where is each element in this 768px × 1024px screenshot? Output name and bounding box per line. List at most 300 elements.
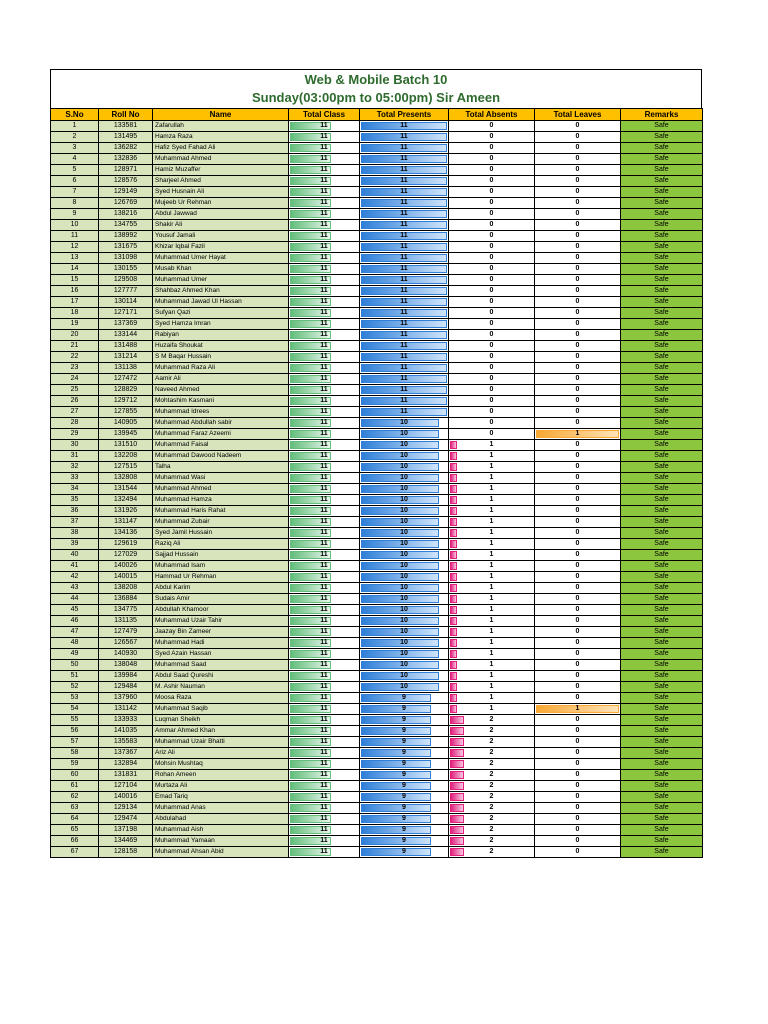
- total-class-cell[interactable]: [289, 418, 360, 429]
- total-absents-cell[interactable]: [449, 759, 535, 770]
- total-class-cell[interactable]: [289, 385, 360, 396]
- total-class-cell[interactable]: [289, 759, 360, 770]
- total-presents-cell[interactable]: [360, 682, 449, 693]
- total-class-cell[interactable]: [289, 297, 360, 308]
- total-absents-cell[interactable]: [449, 429, 535, 440]
- total-absents-cell[interactable]: [449, 693, 535, 704]
- table-row: [51, 462, 703, 473]
- total-absents-cell[interactable]: [449, 121, 535, 132]
- total-class-cell-value: 11: [320, 298, 328, 305]
- total-class-cell[interactable]: [289, 440, 360, 451]
- table-row: [51, 825, 703, 836]
- total-leaves-cell[interactable]: [535, 264, 621, 275]
- total-leaves-cell[interactable]: [535, 803, 621, 814]
- total-leaves-cell[interactable]: [535, 627, 621, 638]
- total-leaves-cell[interactable]: [535, 770, 621, 781]
- total-class-cell[interactable]: [289, 737, 360, 748]
- total-leaves-cell[interactable]: [535, 275, 621, 286]
- total-presents-cell[interactable]: [360, 770, 449, 781]
- total-absents-cell[interactable]: [449, 836, 535, 847]
- total-leaves-cell[interactable]: [535, 836, 621, 847]
- total-presents-cell[interactable]: [360, 649, 449, 660]
- total-presents-cell[interactable]: [360, 363, 449, 374]
- total-class-cell[interactable]: [289, 693, 360, 704]
- total-leaves-cell[interactable]: [535, 319, 621, 330]
- header-name[interactable]: Name: [153, 109, 289, 121]
- roll-number: 132836: [99, 154, 153, 165]
- total-class-cell[interactable]: [289, 605, 360, 616]
- total-absents-cell[interactable]: [449, 847, 535, 858]
- total-class-cell[interactable]: [289, 495, 360, 506]
- total-leaves-cell[interactable]: [535, 297, 621, 308]
- total-absents-cell[interactable]: [449, 297, 535, 308]
- total-absents-cell[interactable]: [449, 154, 535, 165]
- total-presents-cell[interactable]: [360, 792, 449, 803]
- total-presents-cell[interactable]: [360, 671, 449, 682]
- total-absents-cell[interactable]: [449, 605, 535, 616]
- remarks-cell: Safe: [621, 506, 703, 517]
- total-class-cell[interactable]: [289, 143, 360, 154]
- total-presents-cell[interactable]: [360, 143, 449, 154]
- total-class-cell[interactable]: [289, 319, 360, 330]
- total-leaves-cell[interactable]: [535, 352, 621, 363]
- total-leaves-cell[interactable]: [535, 528, 621, 539]
- total-class-cell[interactable]: [289, 264, 360, 275]
- total-leaves-cell[interactable]: [535, 143, 621, 154]
- total-presents-cell[interactable]: [360, 550, 449, 561]
- total-absents-cell[interactable]: [449, 583, 535, 594]
- total-presents-cell[interactable]: [360, 121, 449, 132]
- total-presents-cell[interactable]: [360, 594, 449, 605]
- total-absents-cell[interactable]: [449, 682, 535, 693]
- total-presents-cell[interactable]: [360, 539, 449, 550]
- total-presents-cell[interactable]: [360, 847, 449, 858]
- total-leaves-cell[interactable]: [535, 451, 621, 462]
- total-leaves-cell[interactable]: [535, 583, 621, 594]
- total-class-cell[interactable]: [289, 198, 360, 209]
- total-class-cell[interactable]: [289, 165, 360, 176]
- total-presents-cell[interactable]: [360, 814, 449, 825]
- total-leaves-cell[interactable]: [535, 638, 621, 649]
- total-presents-cell[interactable]: [360, 385, 449, 396]
- total-absents-cell[interactable]: [449, 781, 535, 792]
- total-presents-cell[interactable]: [360, 396, 449, 407]
- total-presents-cell[interactable]: [360, 748, 449, 759]
- total-leaves-cell[interactable]: [535, 187, 621, 198]
- total-class-cell[interactable]: [289, 836, 360, 847]
- total-absents-cell[interactable]: [449, 495, 535, 506]
- total-class-cell[interactable]: [289, 594, 360, 605]
- total-presents-cell[interactable]: [360, 165, 449, 176]
- total-class-cell[interactable]: [289, 671, 360, 682]
- total-absents-cell[interactable]: [449, 286, 535, 297]
- total-leaves-cell[interactable]: [535, 121, 621, 132]
- total-absents-cell[interactable]: [449, 396, 535, 407]
- total-leaves-cell[interactable]: [535, 330, 621, 341]
- total-presents-cell[interactable]: [360, 704, 449, 715]
- total-class-cell[interactable]: [289, 462, 360, 473]
- total-presents-cell[interactable]: [360, 561, 449, 572]
- table-row: [51, 286, 703, 297]
- total-class-cell[interactable]: [289, 396, 360, 407]
- total-class-cell[interactable]: [289, 132, 360, 143]
- total-absents-cell[interactable]: [449, 451, 535, 462]
- total-presents-cell[interactable]: [360, 407, 449, 418]
- total-leaves-cell[interactable]: [535, 407, 621, 418]
- total-class-cell[interactable]: [289, 649, 360, 660]
- total-leaves-cell[interactable]: [535, 550, 621, 561]
- total-class-cell-value: 11: [320, 408, 328, 415]
- total-leaves-cell[interactable]: [535, 605, 621, 616]
- total-leaves-cell[interactable]: [535, 473, 621, 484]
- total-absents-cell[interactable]: [449, 385, 535, 396]
- header-roll-no[interactable]: Roll No: [99, 109, 153, 121]
- total-class-cell[interactable]: [289, 374, 360, 385]
- serial-number: 26: [51, 396, 99, 407]
- total-class-cell[interactable]: [289, 715, 360, 726]
- total-presents-cell[interactable]: [360, 451, 449, 462]
- total-absents-cell[interactable]: [449, 528, 535, 539]
- total-absents-cell[interactable]: [449, 341, 535, 352]
- total-absents-cell[interactable]: [449, 374, 535, 385]
- total-leaves-cell[interactable]: [535, 462, 621, 473]
- table-row: [51, 759, 703, 770]
- total-absents-cell[interactable]: [449, 176, 535, 187]
- total-leaves-cell[interactable]: [535, 792, 621, 803]
- total-absents-cell[interactable]: [449, 572, 535, 583]
- total-leaves-cell[interactable]: [535, 286, 621, 297]
- total-class-cell[interactable]: [289, 176, 360, 187]
- total-leaves-cell[interactable]: [535, 704, 621, 715]
- serial-number: 49: [51, 649, 99, 660]
- total-leaves-cell[interactable]: [535, 220, 621, 231]
- total-class-cell[interactable]: [289, 253, 360, 264]
- total-leaves-cell[interactable]: [535, 418, 621, 429]
- table-row: [51, 132, 703, 143]
- total-presents-cell[interactable]: [360, 627, 449, 638]
- header-sno[interactable]: S.No: [51, 109, 99, 121]
- remarks-cell: Safe: [621, 385, 703, 396]
- total-absents-cell[interactable]: [449, 484, 535, 495]
- total-absents-cell[interactable]: [449, 506, 535, 517]
- total-presents-cell[interactable]: [360, 440, 449, 451]
- total-class-cell[interactable]: [289, 803, 360, 814]
- total-leaves-cell[interactable]: [535, 374, 621, 385]
- total-leaves-cell[interactable]: [535, 242, 621, 253]
- total-absents-cell[interactable]: [449, 352, 535, 363]
- total-leaves-cell[interactable]: [535, 737, 621, 748]
- total-class-cell[interactable]: [289, 638, 360, 649]
- total-leaves-cell-value: 0: [575, 661, 580, 668]
- total-absents-cell[interactable]: [449, 330, 535, 341]
- total-leaves-cell[interactable]: [535, 759, 621, 770]
- total-presents-cell[interactable]: [360, 429, 449, 440]
- total-leaves-cell[interactable]: [535, 748, 621, 759]
- total-absents-cell[interactable]: [449, 308, 535, 319]
- total-class-cell[interactable]: [289, 341, 360, 352]
- total-class-cell[interactable]: [289, 121, 360, 132]
- total-absents-cell[interactable]: [449, 803, 535, 814]
- total-leaves-cell[interactable]: [535, 671, 621, 682]
- total-absents-cell[interactable]: [449, 748, 535, 759]
- total-leaves-cell[interactable]: [535, 231, 621, 242]
- remarks-cell: Safe: [621, 605, 703, 616]
- total-presents-cell[interactable]: [360, 693, 449, 704]
- total-presents-cell[interactable]: [360, 583, 449, 594]
- total-absents-cell[interactable]: [449, 440, 535, 451]
- total-class-cell[interactable]: [289, 616, 360, 627]
- total-presents-cell[interactable]: [360, 308, 449, 319]
- total-class-cell[interactable]: [289, 792, 360, 803]
- total-class-cell[interactable]: [289, 572, 360, 583]
- total-class-cell[interactable]: [289, 660, 360, 671]
- total-class-cell[interactable]: [289, 682, 360, 693]
- total-absents-cell[interactable]: [449, 715, 535, 726]
- total-presents-cell-value: 10: [400, 584, 408, 591]
- total-class-cell[interactable]: [289, 286, 360, 297]
- total-leaves-cell[interactable]: [535, 616, 621, 627]
- total-class-cell[interactable]: [289, 550, 360, 561]
- total-class-cell[interactable]: [289, 242, 360, 253]
- total-absents-cell[interactable]: [449, 616, 535, 627]
- total-leaves-cell[interactable]: [535, 660, 621, 671]
- total-leaves-cell[interactable]: [535, 396, 621, 407]
- total-leaves-cell[interactable]: [535, 440, 621, 451]
- total-class-cell[interactable]: [289, 539, 360, 550]
- total-absents-cell[interactable]: [449, 517, 535, 528]
- total-presents-cell[interactable]: [360, 836, 449, 847]
- total-absents-cell[interactable]: [449, 187, 535, 198]
- header-total-presents[interactable]: Total Presents: [360, 109, 449, 121]
- total-absents-cell[interactable]: [449, 704, 535, 715]
- header-total-absents[interactable]: Total Absents: [449, 109, 535, 121]
- total-presents-cell[interactable]: [360, 286, 449, 297]
- total-class-cell[interactable]: [289, 726, 360, 737]
- total-presents-cell[interactable]: [360, 495, 449, 506]
- total-class-cell[interactable]: [289, 275, 360, 286]
- total-absents-cell-value: 1: [489, 463, 494, 470]
- total-class-cell[interactable]: [289, 484, 360, 495]
- total-presents-cell[interactable]: [360, 242, 449, 253]
- total-leaves-cell[interactable]: [535, 781, 621, 792]
- total-presents-cell[interactable]: [360, 484, 449, 495]
- total-presents-cell[interactable]: [360, 660, 449, 671]
- total-absents-cell[interactable]: [449, 539, 535, 550]
- total-absents-cell[interactable]: [449, 792, 535, 803]
- total-leaves-cell[interactable]: [535, 517, 621, 528]
- total-absents-cell[interactable]: [449, 242, 535, 253]
- total-class-cell[interactable]: [289, 814, 360, 825]
- total-presents-cell[interactable]: [360, 341, 449, 352]
- total-absents-cell[interactable]: [449, 770, 535, 781]
- total-leaves-cell[interactable]: [535, 847, 621, 858]
- total-class-cell[interactable]: [289, 517, 360, 528]
- serial-number: 21: [51, 341, 99, 352]
- total-absents-cell[interactable]: [449, 814, 535, 825]
- total-presents-cell[interactable]: [360, 352, 449, 363]
- total-class-cell[interactable]: [289, 231, 360, 242]
- total-absents-cell[interactable]: [449, 143, 535, 154]
- total-leaves-cell[interactable]: [535, 165, 621, 176]
- total-absents-cell[interactable]: [449, 550, 535, 561]
- total-class-cell[interactable]: [289, 429, 360, 440]
- total-presents-cell[interactable]: [360, 374, 449, 385]
- total-presents-cell[interactable]: [360, 572, 449, 583]
- total-leaves-cell[interactable]: [535, 176, 621, 187]
- total-presents-cell[interactable]: [360, 132, 449, 143]
- total-leaves-cell-value: 0: [575, 617, 580, 624]
- total-presents-cell[interactable]: [360, 319, 449, 330]
- total-absents-cell[interactable]: [449, 220, 535, 231]
- total-leaves-cell[interactable]: [535, 385, 621, 396]
- total-class-cell[interactable]: [289, 154, 360, 165]
- total-presents-cell[interactable]: [360, 220, 449, 231]
- total-presents-cell[interactable]: [360, 759, 449, 770]
- total-leaves-cell[interactable]: [535, 539, 621, 550]
- total-leaves-cell[interactable]: [535, 341, 621, 352]
- roll-number: 128158: [99, 847, 153, 858]
- total-class-cell[interactable]: [289, 451, 360, 462]
- total-leaves-cell[interactable]: [535, 561, 621, 572]
- total-class-cell[interactable]: [289, 627, 360, 638]
- total-leaves-cell[interactable]: [535, 594, 621, 605]
- total-leaves-cell[interactable]: [535, 693, 621, 704]
- total-absents-cell[interactable]: [449, 165, 535, 176]
- total-leaves-cell[interactable]: [535, 572, 621, 583]
- total-leaves-cell[interactable]: [535, 726, 621, 737]
- total-absents-cell[interactable]: [449, 638, 535, 649]
- roll-number: 131510: [99, 440, 153, 451]
- total-class-cell[interactable]: [289, 352, 360, 363]
- total-class-cell[interactable]: [289, 187, 360, 198]
- total-absents-cell[interactable]: [449, 726, 535, 737]
- total-class-cell[interactable]: [289, 770, 360, 781]
- total-absents-cell[interactable]: [449, 737, 535, 748]
- total-absents-cell[interactable]: [449, 649, 535, 660]
- header-total-leaves[interactable]: Total Leaves: [535, 109, 621, 121]
- total-class-cell[interactable]: [289, 407, 360, 418]
- total-leaves-cell[interactable]: [535, 649, 621, 660]
- total-presents-cell[interactable]: [360, 187, 449, 198]
- total-absents-cell[interactable]: [449, 473, 535, 484]
- total-class-cell[interactable]: [289, 561, 360, 572]
- total-absents-cell[interactable]: [449, 407, 535, 418]
- header-total-class[interactable]: Total Class: [289, 109, 360, 121]
- total-class-cell[interactable]: [289, 528, 360, 539]
- total-class-cell[interactable]: [289, 308, 360, 319]
- total-class-cell[interactable]: [289, 330, 360, 341]
- total-leaves-cell[interactable]: [535, 506, 621, 517]
- total-class-cell[interactable]: [289, 781, 360, 792]
- total-presents-cell[interactable]: [360, 726, 449, 737]
- total-class-cell[interactable]: [289, 748, 360, 759]
- total-presents-cell[interactable]: [360, 638, 449, 649]
- total-presents-cell[interactable]: [360, 715, 449, 726]
- total-absents-cell[interactable]: [449, 671, 535, 682]
- total-leaves-cell[interactable]: [535, 154, 621, 165]
- total-leaves-cell-value: 0: [575, 221, 580, 228]
- total-class-cell[interactable]: [289, 583, 360, 594]
- total-leaves-cell[interactable]: [535, 682, 621, 693]
- total-class-cell[interactable]: [289, 847, 360, 858]
- total-absents-cell[interactable]: [449, 825, 535, 836]
- total-presents-cell[interactable]: [360, 209, 449, 220]
- total-absents-cell[interactable]: [449, 132, 535, 143]
- total-presents-cell[interactable]: [360, 231, 449, 242]
- total-absents-cell[interactable]: [449, 198, 535, 209]
- total-presents-cell[interactable]: [360, 198, 449, 209]
- total-class-cell[interactable]: [289, 220, 360, 231]
- total-presents-cell[interactable]: [360, 737, 449, 748]
- total-presents-cell[interactable]: [360, 473, 449, 484]
- total-absents-cell[interactable]: [449, 561, 535, 572]
- total-presents-cell[interactable]: [360, 176, 449, 187]
- total-presents-cell[interactable]: [360, 605, 449, 616]
- total-absents-cell[interactable]: [449, 627, 535, 638]
- total-leaves-cell[interactable]: [535, 198, 621, 209]
- total-leaves-cell[interactable]: [535, 484, 621, 495]
- total-presents-cell[interactable]: [360, 528, 449, 539]
- total-presents-cell[interactable]: [360, 462, 449, 473]
- total-presents-cell[interactable]: [360, 803, 449, 814]
- remarks-cell: Safe: [621, 539, 703, 550]
- total-leaves-cell[interactable]: [535, 814, 621, 825]
- total-presents-cell[interactable]: [360, 264, 449, 275]
- total-absents-cell[interactable]: [449, 418, 535, 429]
- total-class-cell[interactable]: [289, 209, 360, 220]
- total-presents-cell[interactable]: [360, 825, 449, 836]
- total-absents-cell[interactable]: [449, 319, 535, 330]
- total-absents-cell[interactable]: [449, 594, 535, 605]
- total-absents-cell[interactable]: [449, 231, 535, 242]
- total-class-cell[interactable]: [289, 825, 360, 836]
- student-name: Mohtashim Kasmani: [153, 396, 289, 407]
- total-absents-cell[interactable]: [449, 253, 535, 264]
- total-absents-cell[interactable]: [449, 209, 535, 220]
- total-class-cell[interactable]: [289, 704, 360, 715]
- remarks-cell: Safe: [621, 627, 703, 638]
- total-leaves-cell[interactable]: [535, 715, 621, 726]
- total-presents-cell[interactable]: [360, 506, 449, 517]
- total-absents-cell[interactable]: [449, 363, 535, 374]
- total-presents-cell[interactable]: [360, 154, 449, 165]
- total-leaves-cell[interactable]: [535, 495, 621, 506]
- total-absents-cell[interactable]: [449, 462, 535, 473]
- total-presents-cell[interactable]: [360, 418, 449, 429]
- total-presents-cell[interactable]: [360, 330, 449, 341]
- total-absents-cell[interactable]: [449, 275, 535, 286]
- total-class-cell[interactable]: [289, 473, 360, 484]
- total-presents-cell[interactable]: [360, 275, 449, 286]
- total-leaves-cell[interactable]: [535, 132, 621, 143]
- total-absents-cell[interactable]: [449, 660, 535, 671]
- header-remarks[interactable]: Remarks: [621, 109, 703, 121]
- total-presents-cell[interactable]: [360, 517, 449, 528]
- total-presents-cell[interactable]: [360, 253, 449, 264]
- total-presents-cell[interactable]: [360, 781, 449, 792]
- total-leaves-cell[interactable]: [535, 429, 621, 440]
- total-presents-cell[interactable]: [360, 616, 449, 627]
- total-leaves-cell[interactable]: [535, 308, 621, 319]
- total-absents-cell[interactable]: [449, 264, 535, 275]
- total-leaves-cell[interactable]: [535, 825, 621, 836]
- total-class-cell[interactable]: [289, 363, 360, 374]
- total-leaves-cell[interactable]: [535, 253, 621, 264]
- total-class-cell[interactable]: [289, 506, 360, 517]
- total-leaves-cell[interactable]: [535, 209, 621, 220]
- total-presents-cell[interactable]: [360, 297, 449, 308]
- total-leaves-cell[interactable]: [535, 363, 621, 374]
